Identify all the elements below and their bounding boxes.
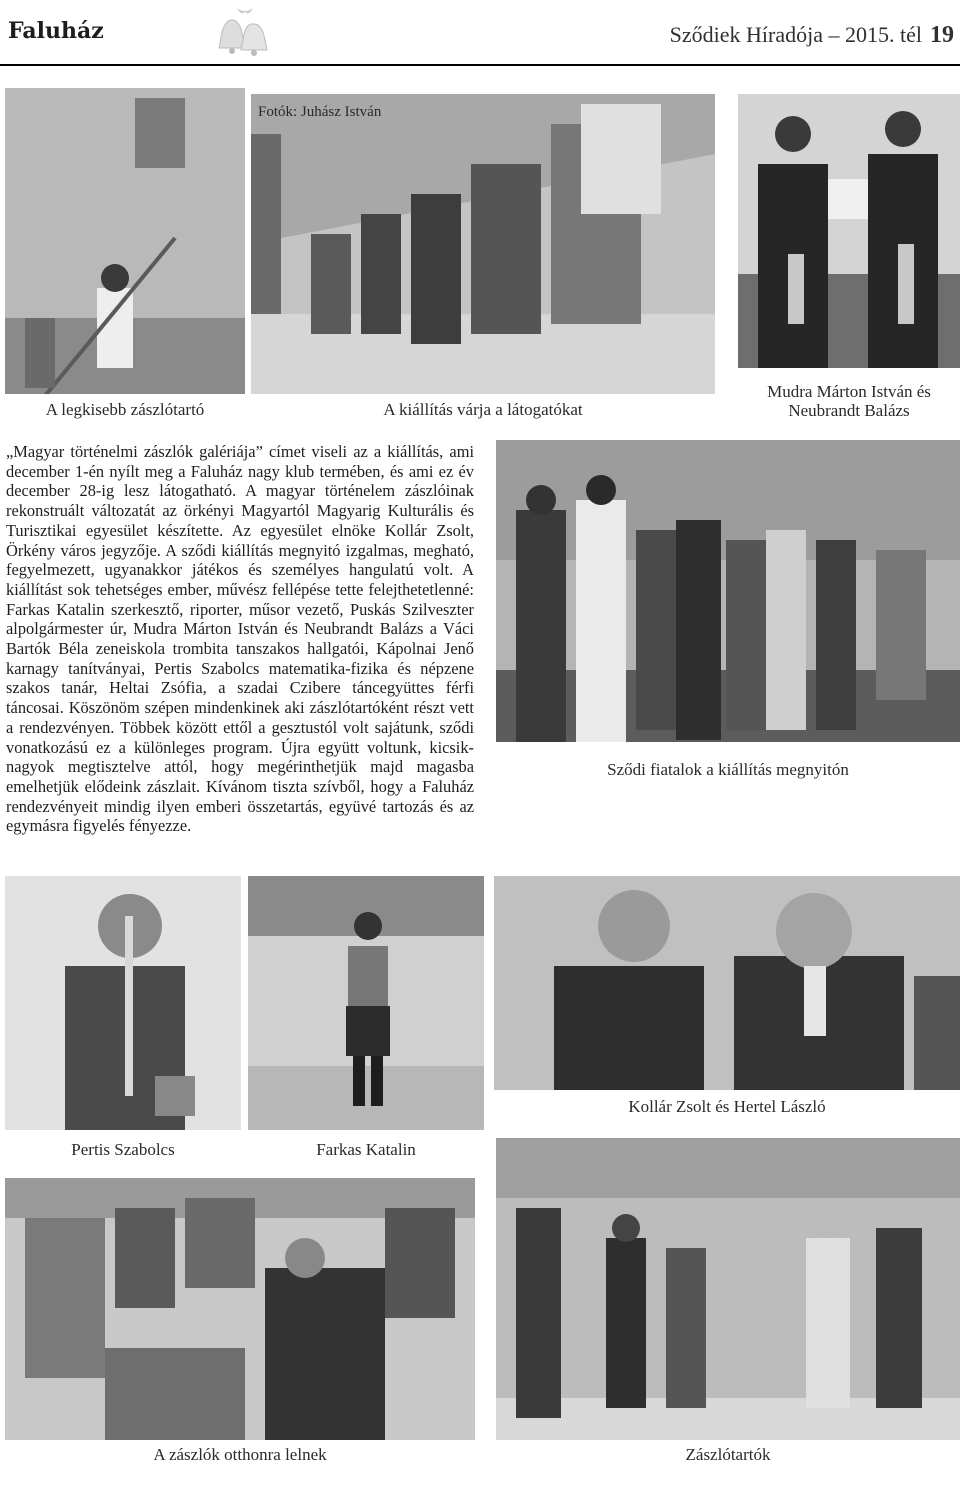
caption-flute-player: Pertis Szabolcs: [71, 1140, 175, 1159]
caption-two-men: Kollár Zsolt és Hertel László: [628, 1097, 826, 1116]
page-number: 19: [930, 22, 954, 48]
caption-trumpeters: [738, 382, 960, 420]
photo-smallest-flagbearer: [5, 88, 245, 394]
photo-flute-player: [5, 876, 241, 1130]
photo-presenter: [248, 876, 484, 1130]
article-body: „Magyar történelmi zászlók galériája” címet viseli az a kiállítás, ami december 1-én nyílt meg a Faluház nagy klub termében, és ami ez év december 28-ig lesz látogatható. A magyar történelem zászlóinak rekonstruált változatát az örkényi Magyartól Magyarig Kulturális és Turisztikai egyesület készítette. Az egyesület elnöke Kollár Zsolt, Örkény város jegyzője. A sződi kiállítás megnyitó izgalmas, megható, fegyelmezett, ugyanakkor játékos és személyes hangulatú volt. A kiállítást sok tehetséges ember, művész fellépése tette felejthetetlenné: Farkas Katalin szerkesztő, riporter, műsor vezető, Puskás Szilveszter alpolgármester úr, Mudra Márton István és Neubrandt Balázs a Váci Bartók Béla zeneiskola trombita tanszakos hallgatói, Kápolnai Jenő karnagy tanítványai, Pertis Szabolcs matematika-fizika és népzene szakos tanár, Heltai Zsófia, a szadai Czibere táncegyüttes férfi táncosai. Köszönöm szépen mindenkinek aki zászlótartóként részt vett a rendezvényen. Többek között ettől a gesztustól volt sajátunk, sződi vonatkozású ez a különleges program. Újra együtt voltunk, kicsik-nagyok megtisztelve attól, hogy megérinthetjük majd magasba emelhetjük elődeink zászlait. Kívánom tiszta szívből, hogy a Faluház rendezvényeit mindig ilyen emberi összetartás, együvé tartozás és az egymásra figyelés fényezze.: [6, 442, 474, 836]
caption-smallest-flagbearer: A legkisebb zászlótartó: [45, 400, 205, 419]
caption-youth-group: Sződi fiatalok a kiállítás megnyitón: [607, 760, 849, 779]
publication-name: Sződiek Híradója – 2015. tél: [669, 22, 922, 47]
caption-presenter: Farkas Katalin: [316, 1140, 416, 1159]
photo-youth-group: [496, 440, 960, 742]
photo-trumpeters: [738, 94, 960, 368]
caption-line: Neubrandt Balázs: [788, 401, 910, 420]
publication-info: [670, 22, 954, 49]
photo-credit: Fotók: Juhász István: [258, 104, 382, 120]
caption-line: Mudra Márton István és: [767, 382, 931, 401]
caption-exhibition-hall: A kiállítás várja a látogatókat: [383, 400, 583, 419]
caption-flagbearers: Zászlótartók: [685, 1445, 771, 1464]
bell-ornament-icon: [215, 2, 275, 60]
photo-two-men: [494, 876, 960, 1090]
header-rule: [0, 64, 960, 66]
photo-flags-hanging: [5, 1178, 475, 1440]
caption-flags-hanging: A zászlók otthonra lelnek: [153, 1445, 327, 1464]
page-header: [0, 0, 960, 80]
photo-exhibition-hall: [251, 94, 715, 394]
photo-flagbearers: [496, 1138, 960, 1440]
section-title: Faluház: [8, 18, 104, 44]
